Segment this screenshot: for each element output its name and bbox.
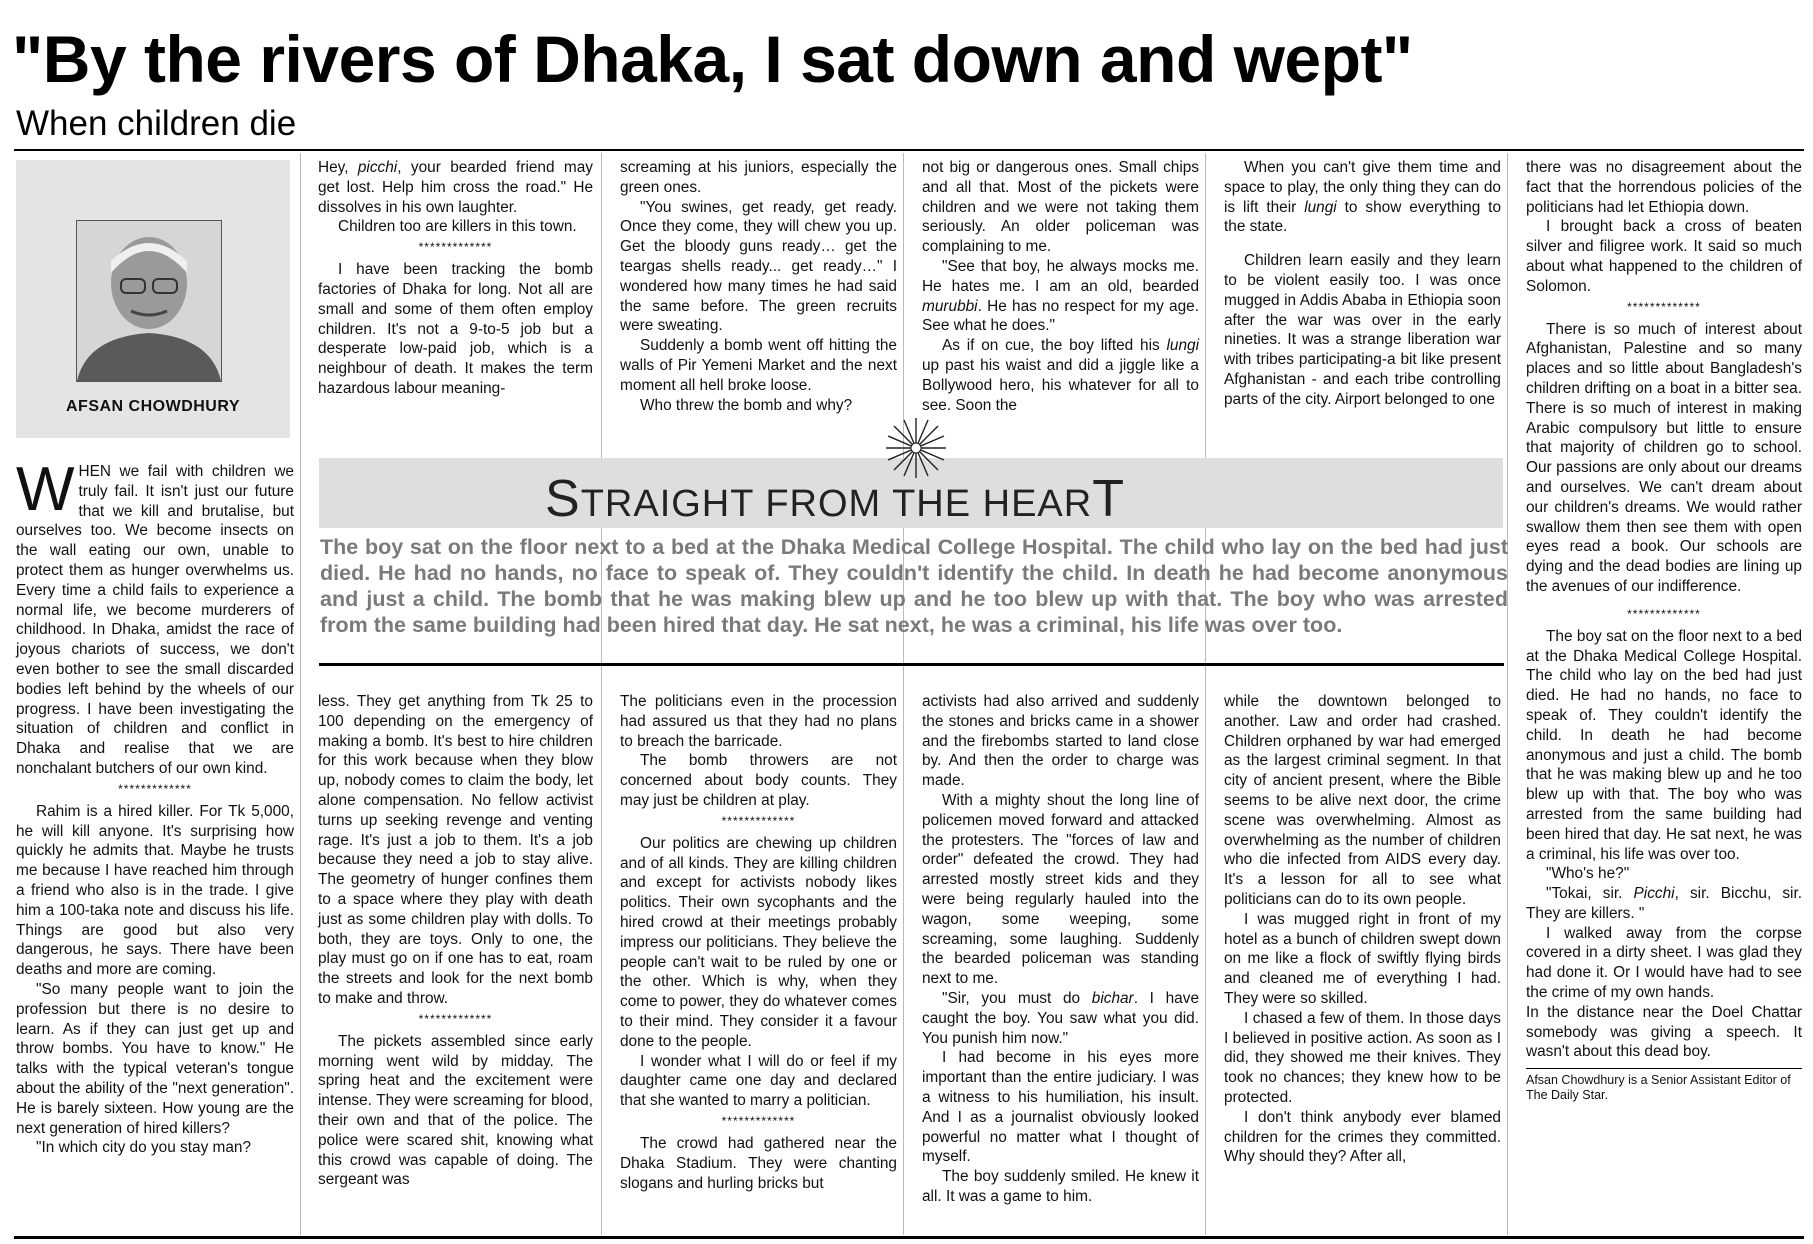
text-run-italic: lungi xyxy=(1304,198,1337,216)
text-run: . I have caught the boy. You saw what you did. You punish him now." xyxy=(922,989,1199,1047)
col3-para-2: "You swines, get ready, get ready. Once they come, they will chew you up. Get the bloody guns ready… get the teargas shells ready... get ready…" I wondered how many times he had said the same before. The green recruits were sweating. xyxy=(620,198,897,335)
headline: "By the rivers of Dhaka, I sat down and wept" xyxy=(12,22,1413,96)
separator: ************* xyxy=(418,240,493,255)
text-run-italic: picchi xyxy=(357,159,398,176)
text-run-italic: murubbi xyxy=(922,297,978,315)
col6-para-1: there was no disagreement about the fact that the horrendous policies of the politicians had let Ethiopia down. xyxy=(1526,159,1802,216)
column-4-top xyxy=(922,158,1199,415)
column-divider xyxy=(601,153,602,1235)
pullquote-rule xyxy=(319,663,1504,666)
column-5-bottom xyxy=(1224,692,1501,1167)
col6-para-8: In the distance near the Doel Chattar somebody was giving a speech. It wasn't about this dead boy. xyxy=(1526,1003,1802,1061)
col4b-para-5: The boy suddenly smiled. He knew it all. It was a game to him. xyxy=(922,1168,1199,1205)
bottom-rule xyxy=(14,1236,1804,1239)
text-run: As if on cue, the boy lifted his xyxy=(942,337,1167,355)
col2-para-2: Children too are killers in this town. xyxy=(338,218,577,236)
text-run: "Tokai, sir. xyxy=(1546,885,1634,903)
text-run: "Sir, you must do xyxy=(942,989,1092,1007)
pullquote-title xyxy=(545,470,1125,533)
title-last-letter: T xyxy=(1092,470,1125,528)
text-run: , your bearded friend may get lost. Help him cross the road." He dissolves in his own laughter. xyxy=(318,159,593,216)
title-middle: TRAIGHT FROM THE HEAR xyxy=(580,483,1093,525)
portrait-icon xyxy=(77,221,221,381)
column-5-top xyxy=(1224,158,1501,410)
col5b-para-3: I chased a few of them. In those days I believed in positive action. As soon as I did, they showed me their knives. They took no chances; they knew how to be protected. xyxy=(1224,1009,1501,1106)
col6-para-3: There is so much of interest about Afghanistan, Palestine and so many places and so little about Bangladesh's children drifting on a boat in a bitter sea. There is so much of interest in making Arabic compulsory but little to ensure that majority of children go to school. Our passions are only about our dreams and ourselves. We can't dream about our children's dreams. We would rather swallow them then see them with open eyes read a book. Our schools are dying and the dead bodies are lining up the avenues of our indifference. xyxy=(1526,320,1802,595)
col6-para-7: I walked away from the corpse covered in a dirty sheet. I was glad they had done it. Or I would have had to see the crime of my own hands. xyxy=(1526,924,1802,1002)
col1-para-4: "In which city do you stay man? xyxy=(36,1139,252,1157)
column-2-top xyxy=(318,158,593,399)
col2b-para-2: The pickets assembled since early morning went wild by midday. The spring heat and the excitement were intense. They were screaming for blood, their own and that of the police. The police were scared shit, knowing what this crowd was capable of doing. The sergeant was xyxy=(318,1032,593,1189)
column-1 xyxy=(16,455,294,1158)
column-3-top xyxy=(620,158,897,415)
separator: ************* xyxy=(418,1011,493,1026)
col4-para-1: not big or dangerous ones. Small chips and all that. Most of the pickets were children and we were not taking them seriously. An older policeman was complaining to me. xyxy=(922,159,1199,256)
separator: ************* xyxy=(1627,606,1701,621)
column-2-bottom xyxy=(318,692,593,1190)
text-run: Hey, xyxy=(318,159,358,176)
col3-para-4: Who threw the bomb and why? xyxy=(640,396,853,414)
col4b-para-2: With a mighty shout the long line of policemen moved forward and attacked the protesters. The "forces of law and order" defeated the crowd. They had arrested mostly street kids and they were being regularly hauled into the wagon, some weeping, some screaming, some laughing. Suddenly the bearded policeman was standing next to me. xyxy=(922,791,1199,988)
col4b-para-1: activists had also arrived and suddenly the stones and bricks came in a shower and the firebombs started to land close by. And then the order to charge was made. xyxy=(922,693,1199,790)
separator: ************* xyxy=(721,1113,796,1128)
column-divider xyxy=(300,153,301,1235)
separator: ************* xyxy=(1627,299,1701,314)
text-run: "See that boy, he always mocks me. He hates me. I am an old, bearded xyxy=(922,257,1199,295)
col4b-para-4: I had become in his eyes more important than the entire judiciary. I was a witness to his humiliation, his insult. And I as a journalist obviously looked powerful no matter what I thought of myself. xyxy=(922,1049,1199,1166)
column-divider xyxy=(1507,153,1508,1235)
column-6 xyxy=(1526,158,1802,1103)
separator: ************* xyxy=(118,781,192,796)
title-first-letter: S xyxy=(545,470,581,528)
column-3-bottom xyxy=(620,692,897,1193)
text-run-italic: Picchi xyxy=(1633,885,1675,903)
column-divider xyxy=(1205,153,1206,1235)
column-divider xyxy=(903,153,904,1235)
col3b-para-2: The bomb throwers are not concerned about body counts. They may just be children at play. xyxy=(620,752,897,809)
top-rule xyxy=(14,149,1804,151)
col1-para-1: HEN we fail with children we truly fail. It isn't just our future that we kill and brutalise, but ourselves too. We become insects on the wall eating our own, unable to protect them as hunger overwhelms us. Every time a child fails to experience a normal life, we become murderers of childhood. In Dhaka, amidst the race of joyous chariots of success, we don't even bother to see the small discarded bodies left behind by the wheels of our progress. I have been investigating the situation of children and conflict in Dhaka and realise that we are nonchalant butchers of our own kind. xyxy=(16,463,294,777)
pullquote-text: The boy sat on the floor next to a bed at the Dhaka Medical College Hospital. The child who lay on the bed had just died. He had no hands, no face to speak of. They couldn't identify the child. In death he had become anonymous and just a child. The bomb that he was making blew up and he too blew up with that. The boy who was arrested from the same building had been hired that day. He sat next, he was a criminal, his life was over too. xyxy=(320,535,1508,637)
col3b-para-5: The crowd had gathered near the Dhaka Stadium. They were chanting slogans and hurling bricks but xyxy=(620,1134,897,1192)
text-run: up past his waist and did a jiggle like a Bollywood hero, his whatever for all to see. Soon the xyxy=(922,356,1199,414)
dropcap: W xyxy=(16,455,75,524)
col5b-para-4: I don't think anybody ever blamed children for the crimes they committed. Why should they? After all, xyxy=(1224,1108,1501,1166)
col3-para-3: Suddenly a bomb went off hitting the walls of Pir Yemeni Market and the next moment all hell broke loose. xyxy=(620,337,897,394)
author-caption: Afsan Chowdhury is a Senior Assistant Editor of The Daily Star. xyxy=(1526,1068,1802,1103)
text-run: to show everything to the state. xyxy=(1224,198,1502,236)
col3b-para-3: Our politics are chewing up children and of all kinds. They are killing children and except for activists nobody likes politics. Their own sycophants and the hired crowd at their meetings probably impress our politicians. They believe the people can't wait to be ruled by one or the other. Which is why, when they come to power, they do whatever comes to their mind. They consider it a favour done to the people. xyxy=(620,834,897,1050)
subhead: When children die xyxy=(16,104,297,143)
col3-para-1: screaming at his juniors, especially the green ones. xyxy=(620,159,897,196)
separator: ************* xyxy=(721,813,796,828)
col1-para-2: Rahim is a hired killer. For Tk 5,000, he will kill anyone. It's surprising how quickly he admits that. Maybe he trusts me because I have reached him through a friend who also is in the trade. I give him a 100-taka note and discuss his life. Things are good but also very dangerous, he says. There have been deaths and more are coming. xyxy=(16,802,294,979)
col5b-para-1: while the downtown belonged to another. Law and order had crashed. Children orphaned by war had emerged as the largest criminal segment. In that city of ancient present, where the Bible seems to be alive next door, the crime scene was overwhelming. Almost as overwhelming as the number of children who die infected from AIDS every day. It's a lesson for all to see what politicians can do to its own people. xyxy=(1224,693,1501,908)
text-run: , sir. Bicchu, sir. They are killers. " xyxy=(1526,885,1802,922)
col6-para-5: "Who's he?" xyxy=(1546,865,1630,883)
col2-para-3: I have been tracking the bomb factories of Dhaka for long. Not all are small and some of them often employ children. It's not a 9-to-5 job but a desperate low-paid job, which is a neighbour of death. It makes the term hazardous labour meaning- xyxy=(318,261,593,397)
text-run: . He has no respect for my age. See what he does." xyxy=(922,297,1199,335)
col2b-para-1: less. They get anything from Tk 25 to 100 depending on the emergency of making a bomb. It's best to hire children for this work because when they blow up, nobody comes to claim the body, let alone compensation. No fellow activist turns up seeking revenge and venting rage. It's just a job to them. It's a job because they need a job to stay alive. The geometry of hunger confines them to a space where they play with death just as some children play with dolls. To both, they are toys. Only to one, the play must go on if one has to eat, roam the streets and look for the next bomb to make and throw. xyxy=(318,693,593,1007)
text-run-italic: lungi xyxy=(1166,337,1199,355)
author-photo xyxy=(76,220,222,382)
author-name: AFSAN CHOWDHURY xyxy=(65,398,240,415)
col1-para-3: "So many people want to join the profession but there is no desire to learn. As if they can just get up and throw bombs. You have to know." He talks with the typical veteran's tongue about the ability of the "next generation". He is barely sixteen. How young are the next generation of hired killers? xyxy=(16,980,294,1137)
col3b-para-1: The politicians even in the procession had assured us that they had no plans to breach the barricade. xyxy=(620,693,897,750)
col6-para-2: I brought back a cross of beaten silver and filigree work. It said so much about what happened to the children of Solomon. xyxy=(1526,218,1802,295)
col5-para-2: Children learn easily and they learn to be violent easily too. I was once mugged in Addis Ababa in Ethiopia soon after the war was over in the early nineties. It was a strange liberation war with tribes participating-a bit like present Afghanistan - and each tribe controlling parts of the city. Airport belonged to one xyxy=(1224,252,1501,408)
text-run-italic: bichar xyxy=(1091,989,1134,1007)
col6-para-4: The boy sat on the floor next to a bed at the Dhaka Medical College Hospital. The child who lay on the bed had just died. He had no hands, no face to speak of. They couldn't identify the child. In death he had become anonymous and just a child. The bomb that he was making blew up and he too blew up with that. The boy who was arrested from the same building had been hired that day. He sat next, he was a criminal, his life was over too. xyxy=(1526,627,1802,863)
col3b-para-4: I wonder what I will do or feel if my daughter came one day and declared that she wanted to marry a politician. xyxy=(620,1052,897,1110)
text-run: When you can't give them time and space to play, the only thing they can do is lift their xyxy=(1224,159,1501,216)
column-4-bottom xyxy=(922,692,1199,1207)
col5b-para-2: I was mugged right in front of my hotel as a bunch of children swept down on me like a flock of swiftly flying birds and cleaned me of everything I had. They were so skilled. xyxy=(1224,910,1501,1007)
